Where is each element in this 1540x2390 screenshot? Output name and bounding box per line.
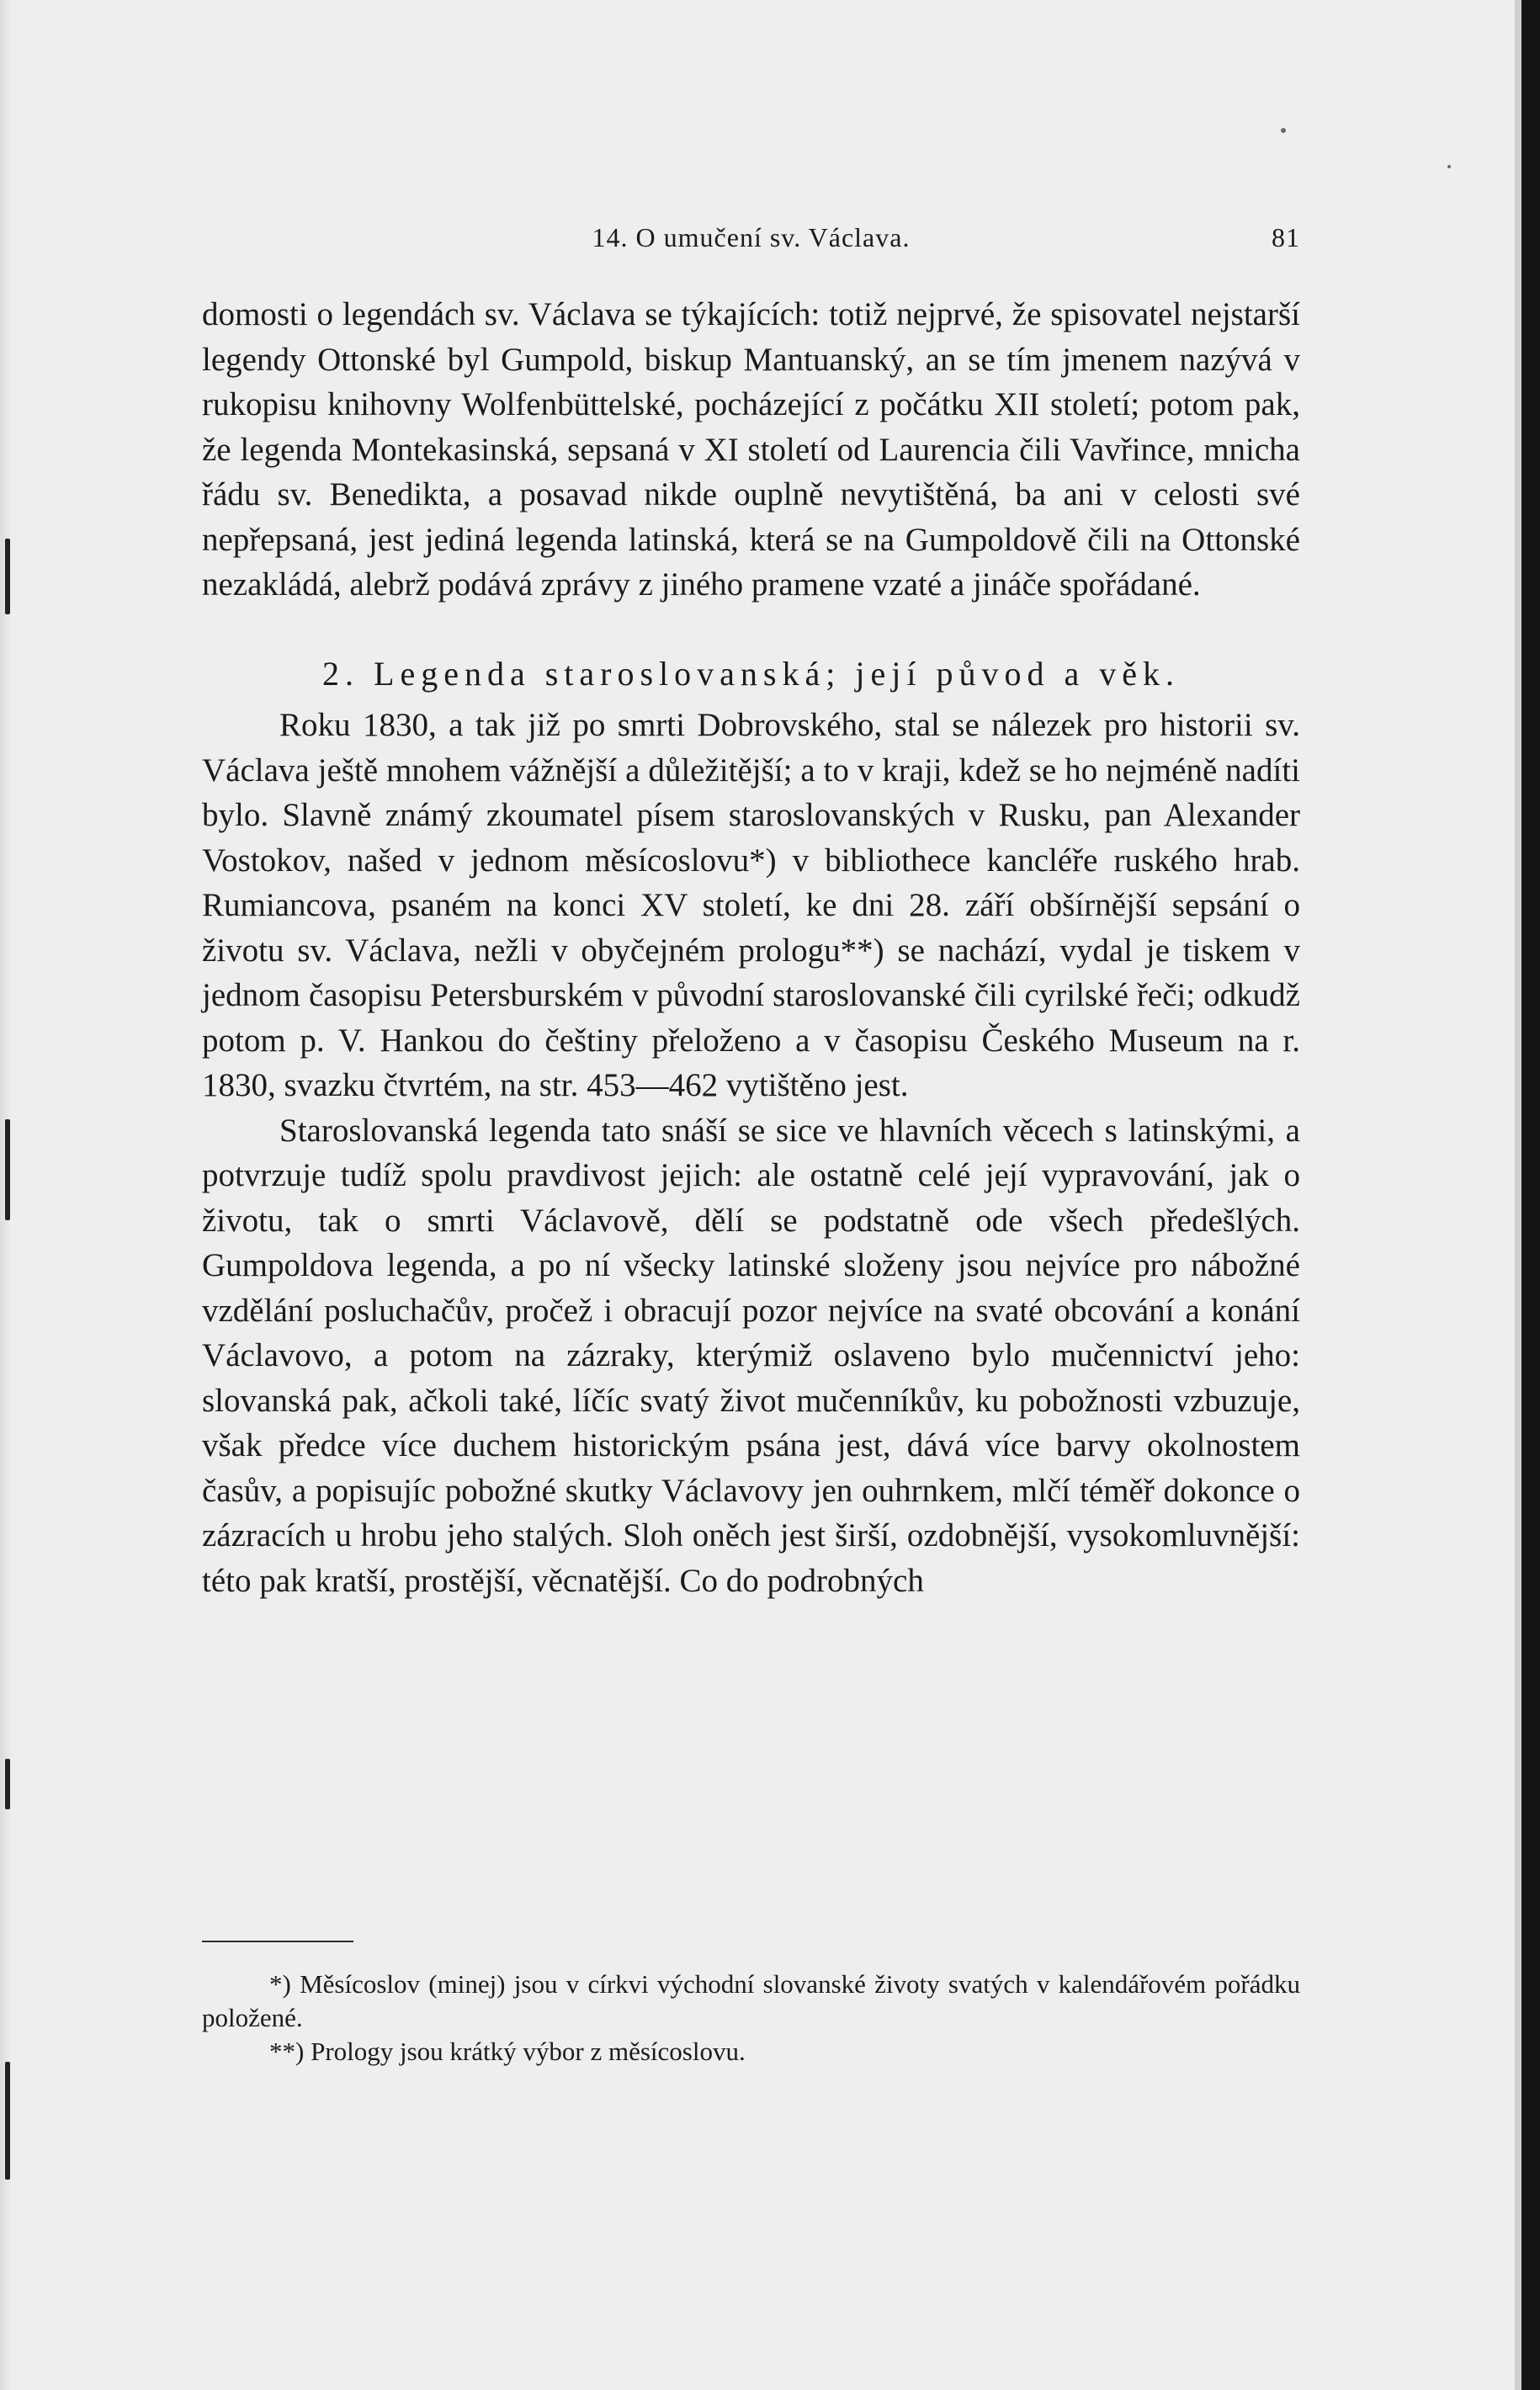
paragraph: Roku 1830, a tak již po smrti Dobrovského, stal se nálezek pro historii sv. Václava ještě mnohem vážnější a důležitější; a to v kraji, kdež se ho nejméně nadíti bylo. Slavně známý zkoumatel písem staroslovanských v Rusku, pan Alexander Vostokov, našed v jednom měsícoslovu*) v bibliothece kancléře ruského hrab. Rumiancova, psaném na konci XV století, ke dni 28. září obšírnější sepsání o životu sv. Václava, nežli v obyčejném prologu**) se nachází, vydal je tiskem v jednom časopisu Petersburském v původní staroslovanské čili cyrilské řeči; odkudž potom p. V. Hankou do češtiny přeloženo a v časopisu Českého Museum na r. 1830, svazku čtvrtém, na str. 453—462 vytištěno jest.: [202, 707, 1300, 1103]
footnote: *) Měsícoslov (minej) jsou v církvi východní slovanské životy svatých v kalendářovém pořádku položené.: [202, 1969, 1300, 2032]
footnote: **) Prology jsou krátký výbor z měsícoslovu.: [269, 2037, 746, 2066]
page-edge-shadow: [1515, 0, 1521, 2390]
binding-mark: [5, 2062, 10, 2180]
footnotes: [202, 1968, 1300, 2069]
scan-speck: [1281, 128, 1286, 133]
binding-mark: [5, 539, 10, 614]
binding-mark: [5, 1759, 10, 1809]
section-heading: 2. Legenda staroslovanská; její původ a věk.: [322, 654, 1180, 693]
paragraph: Staroslovanská legenda tato snáší se sice ve hlavních věcech s latinskými, a potvrzuje tudíž spolu pravdivost jejich: ale ostatně celé její vypravování, jak o životu, tak o smrti Václavově, dělí se podstatně ode všech předešlých. Gumpoldova legenda, a po ní všecky latinské složeny jsou nejvíce pro nábožné vzdělání posluchačův, pročež i obracují pozor nejvíce na svaté obcování a konání Václavovo, a potom na zázraky, kterýmiž oslaveno bylo mučennictví jeho: slovanská pak, ačkoli také, líčíc svatý život mučenníkův, ku pobožnosti vzbuzuje, však předce více duchem historickým psána jest, dává více barvy okolnostem časův, a popisujíc pobožné skutky Václavovy jen ouhrnkem, mlčí téměř dokonce o zázracích u hrobu jeho stalých. Sloh oněch jest širší, ozdobnější, vysokomluvnější: této pak kratší, prostější, věcnatější. Co do podrobných: [202, 1112, 1300, 1599]
page-number: 81: [1272, 222, 1300, 252]
running-title: 14. O umučení sv. Václava.: [592, 222, 911, 252]
scan-speck: [1447, 165, 1451, 168]
paragraph-continued: domosti o legendách sv. Václava se týkajících: totiž nejprvé, že spisovatel nejstarší legendy Ottonské byl Gumpold, biskup Mantuanský, an se tím jmenem nazývá v rukopisu knihovny Wolfenbüttelské, pocházející z počátku XII století; potom pak, že legenda Montekasinská, sepsaná v XI století od Laurencia čili Vavřince, mnicha řádu sv. Benedikta, a posavad nikde ouplně nevytištěná, ba ani v celosti své nepřepsaná, jest jediná legenda latinská, která se na Gumpoldově čili na Ottonské nezakládá, alebrž podává zprávy z jiného pramene vzaté a jináče spořádané.: [202, 296, 1300, 603]
binding-mark: [5, 1119, 10, 1220]
footnote-separator: [202, 1941, 353, 1942]
page-header: [202, 222, 1300, 259]
main-text: [202, 292, 1300, 1603]
scan-border: [1521, 0, 1540, 2390]
